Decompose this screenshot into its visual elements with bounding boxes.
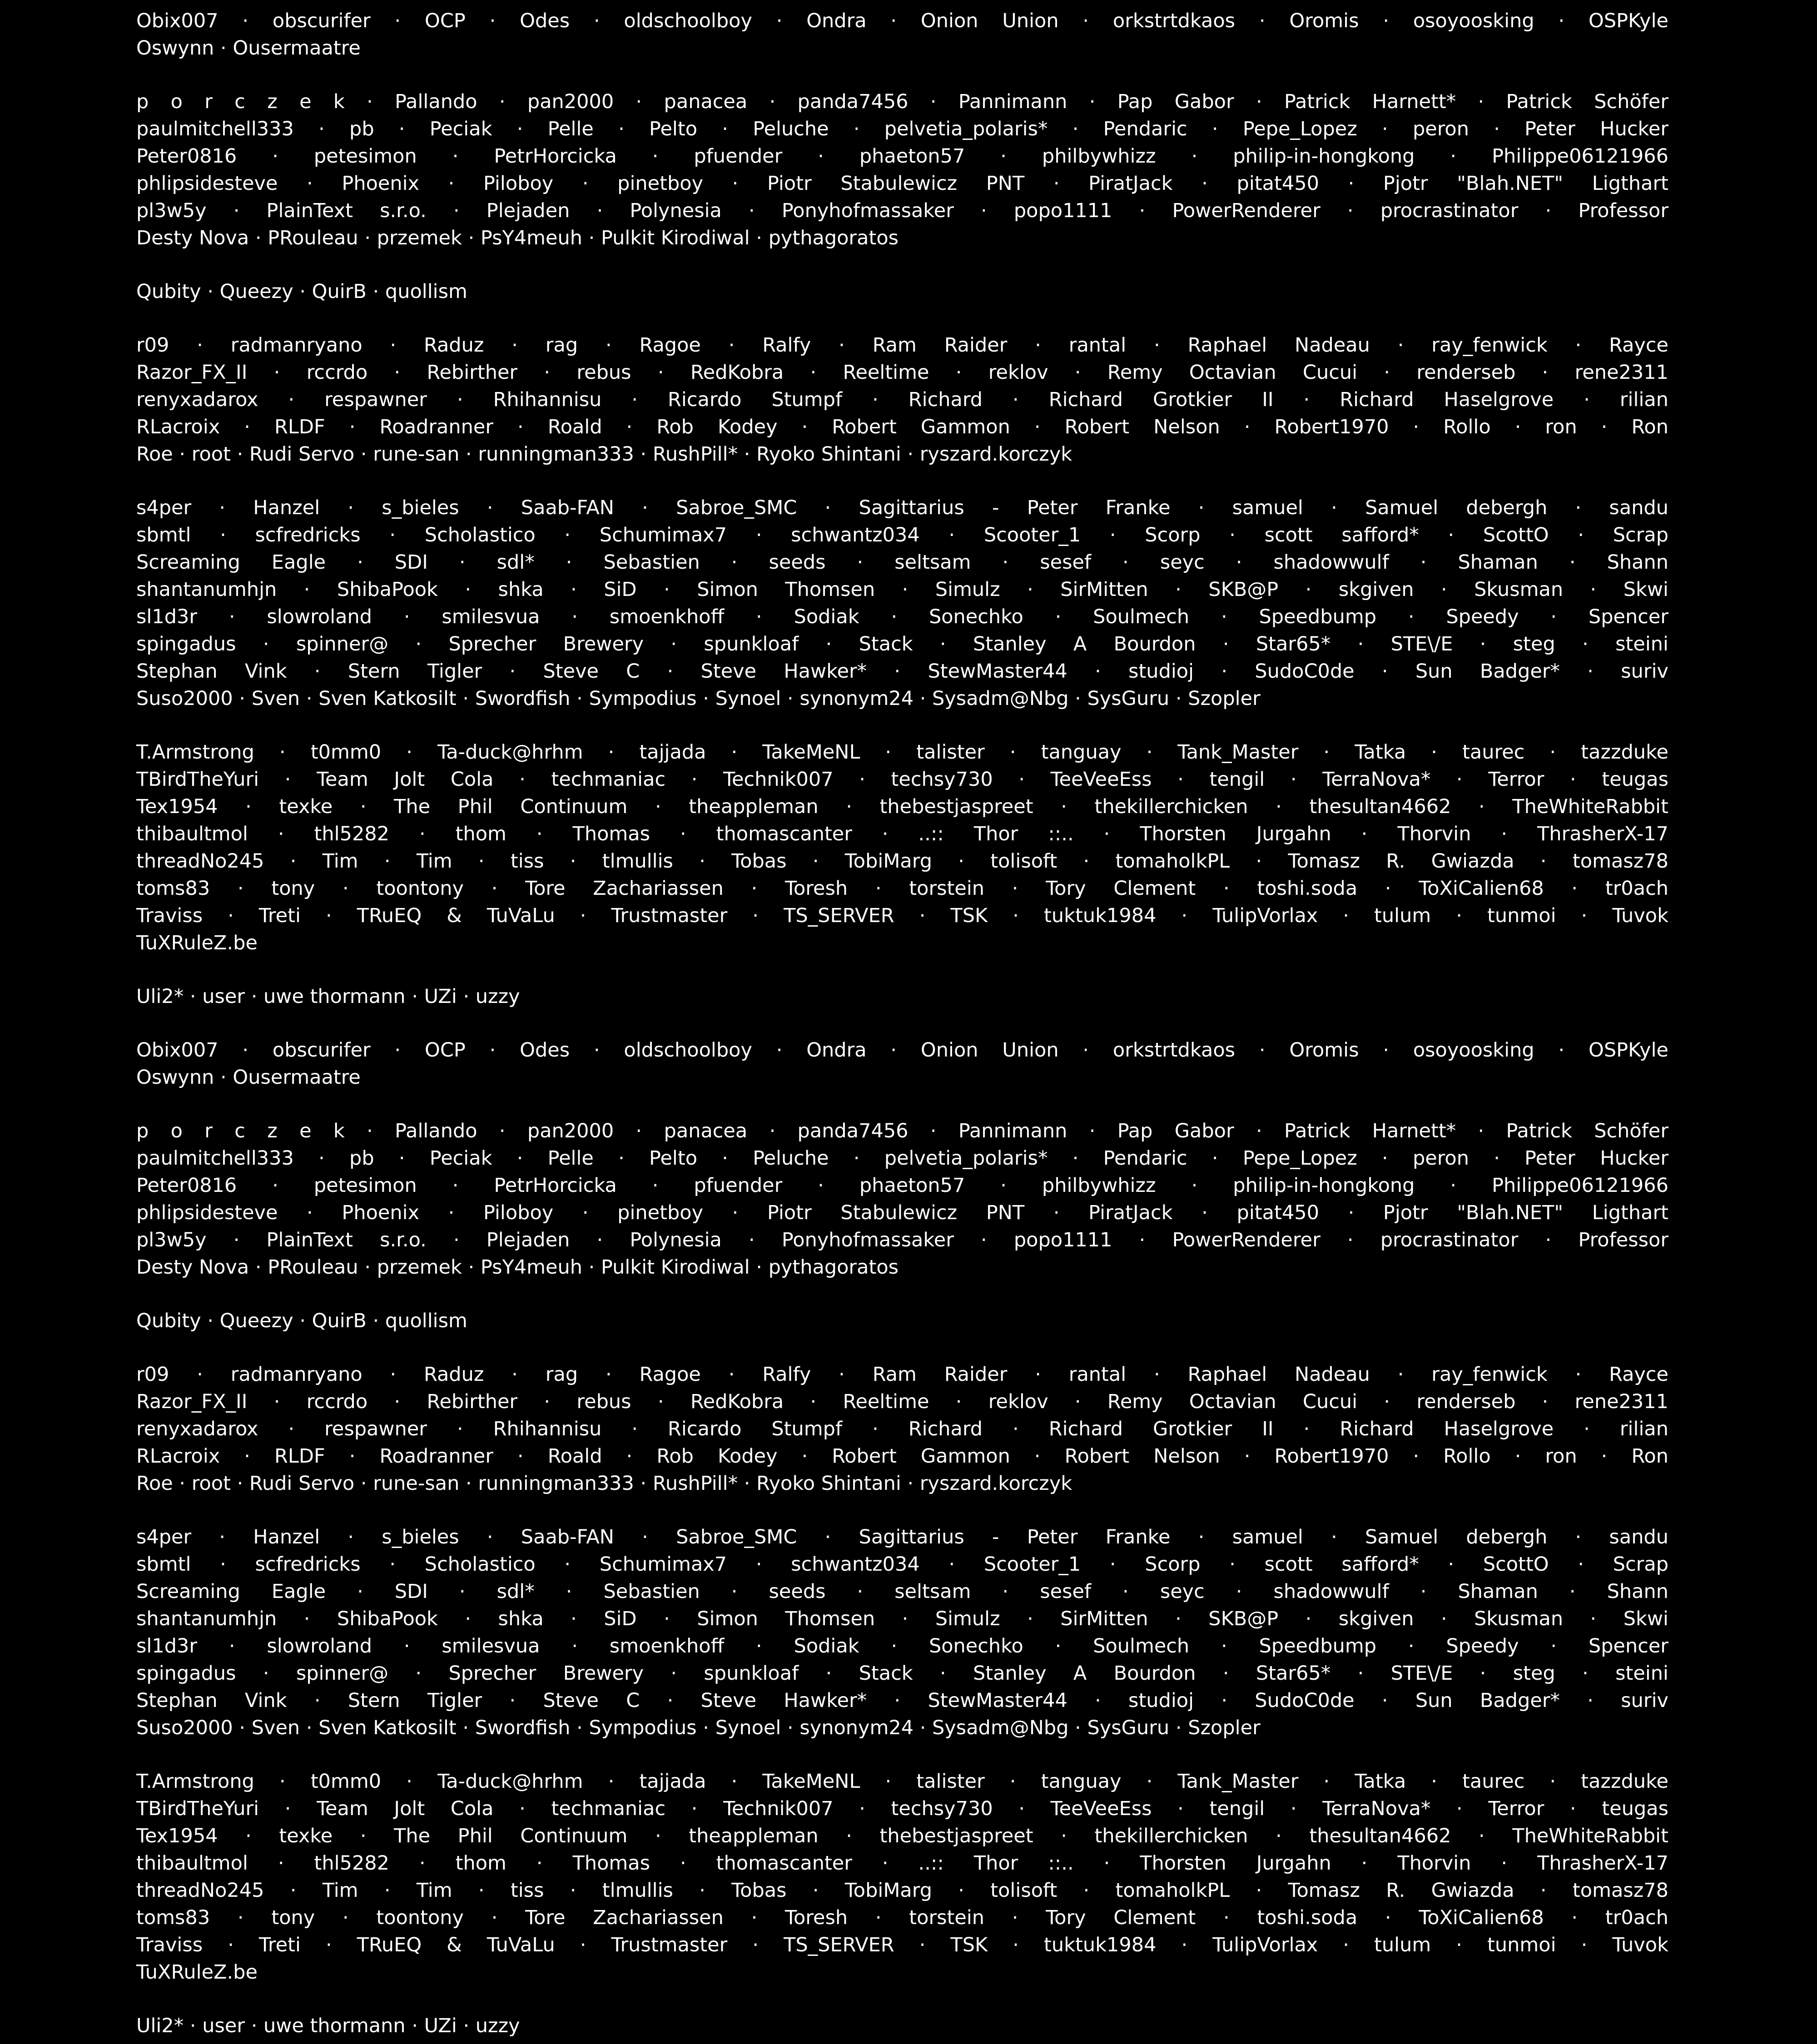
credits-line: p o r c z e k · Pallando · pan2000 · panacea · panda7456 · Pannimann · Pap Gabor · Patrick Harnett* · Patrick Schöfer [136, 1120, 1668, 1142]
credits-line: T.Armstrong · t0mm0 · Ta-duck@hrhm · tajjada · TakeMeNL · talister · tanguay · Tank_Master · Tatka · taurec · tazzduke [136, 741, 1668, 764]
credits-line: phlipsidesteve · Phoenix · Piloboy · pinetboy · Piotr Stabulewicz PNT · PiratJack · pitat450 · Pjotr "Blah.NET" Ligthart [136, 172, 1668, 195]
contributors-paragraph-s [136, 494, 1668, 712]
credits-line: Uli2* · user · uwe thormann · UZi · uzzy [136, 985, 520, 1008]
credits-line: sbmtl · scfredricks · Scholastico · Schumimax7 · schwantz034 · Scooter_1 · Scorp · scott safford* · ScottO · Scrap [136, 1553, 1668, 1576]
credits-line: TBirdTheYuri · Team Jolt Cola · techmaniac · Technik007 · techsy730 · TeeVeeEss · tengil · TerraNova* · Terror · teugas [136, 1797, 1668, 1820]
credits-line: Uli2* · user · uwe thormann · UZi · uzzy [136, 2014, 520, 2037]
credits-line: toms83 · tony · toontony · Tore Zachariassen · Toresh · torstein · Tory Clement · toshi.soda · ToXiCalien68 · tr0ach [136, 1906, 1668, 1929]
credits-line: s4per · Hanzel · s_bieles · Saab-FAN · Sabroe_SMC · Sagittarius - Peter Franke · samuel · Samuel debergh · sandu [136, 496, 1668, 519]
credits-line: spingadus · spinner@ · Sprecher Brewery · spunkloaf · Stack · Stanley A Bourdon · Star65* · STE\/E · steg · steini [136, 633, 1668, 655]
credits-line: Roe · root · Rudi Servo · rune-san · runningman333 · RushPill* · Ryoko Shintani · ryszard.korczyk [136, 1472, 1072, 1495]
credits-line: Qubity · Queezy · QuirB · quollism [136, 1310, 467, 1332]
credits-line: paulmitchell333 · pb · Peciak · Pelle · Pelto · Peluche · pelvetia_polaris* · Pendaric · Pepe_Lopez · peron · Peter Hucker [136, 1147, 1668, 1170]
credits-line: r09 · radmanryano · Raduz · rag · Ragoe · Ralfy · Ram Raider · rantal · Raphael Nadeau · ray_fenwick · Rayce [136, 334, 1668, 357]
credits-line: TuXRuleZ.be [136, 932, 258, 954]
credits-line: Razor_FX_II · rccrdo · Rebirther · rebus · RedKobra · Reeltime · reklov · Remy Octavian Cucui · renderseb · rene2311 [136, 1390, 1668, 1413]
credits-line: shantanumhjn · ShibaPook · shka · SiD · Simon Thomsen · Simulz · SirMitten · SKB@P · skgiven · Skusman · Skwi [136, 578, 1668, 601]
credits-line: pl3w5y · PlainText s.r.o. · Plejaden · Polynesia · Ponyhofmassaker · popo1111 · PowerRenderer · procrastinator · Professor [136, 199, 1668, 222]
credits-line: RLacroix · RLDF · Roadranner · Roald · Rob Kodey · Robert Gammon · Robert Nelson · Robert1970 · Rollo · ron · Ron [136, 1445, 1668, 1468]
credits-line: Oswynn · Ousermaatre [136, 1066, 361, 1089]
credits-line: toms83 · tony · toontony · Tore Zachariassen · Toresh · torstein · Tory Clement · toshi.soda · ToXiCalien68 · tr0ach [136, 877, 1668, 900]
credits-line: Obix007 · obscurifer · OCP · Odes · oldschoolboy · Ondra · Onion Union · orkstrtdkaos · Oromis · osoyoosking · OSPKyle [136, 10, 1668, 32]
contributors-paragraph-r [136, 1361, 1668, 1497]
credits-line: renyxadarox · respawner · Rhihannisu · Ricardo Stumpf · Richard · Richard Grotkier II · Richard Haselgrove · rilian [136, 388, 1668, 411]
credits-line: Tex1954 · texke · The Phil Continuum · theappleman · thebestjaspreet · thekillerchicken · thesultan4662 · TheWhiteRabbit [136, 795, 1668, 818]
credits-line: Oswynn · Ousermaatre [136, 37, 361, 60]
credits-line: p o r c z e k · Pallando · pan2000 · panacea · panda7456 · Pannimann · Pap Gabor · Patrick Harnett* · Patrick Schöfer [136, 90, 1668, 113]
credits-line: shantanumhjn · ShibaPook · shka · SiD · Simon Thomsen · Simulz · SirMitten · SKB@P · skgiven · Skusman · Skwi [136, 1607, 1668, 1630]
credits-line: Traviss · Treti · TRuEQ & TuVaLu · Trustmaster · TS_SERVER · TSK · tuktuk1984 · TulipVorlax · tulum · tunmoi · Tuvok [136, 1934, 1668, 1956]
credits-line: Tex1954 · texke · The Phil Continuum · theappleman · thebestjaspreet · thekillerchicken · thesultan4662 · TheWhiteRabbit [136, 1825, 1668, 1847]
credits-line: Stephan Vink · Stern Tigler · Steve C · Steve Hawker* · StewMaster44 · studioj · SudoC0de · Sun Badger* · suriv [136, 660, 1668, 683]
credits-line: threadNo245 · Tim · Tim · tiss · tlmullis · Tobas · TobiMarg · tolisoft · tomaholkPL · Tomasz R. Gwiazda · tomasz78 [136, 850, 1668, 873]
credits-line: Screaming Eagle · SDI · sdl* · Sebastien · seeds · seltsam · sesef · seyc · shadowwulf · Shaman · Shann [136, 551, 1668, 574]
credits-line: Qubity · Queezy · QuirB · quollism [136, 280, 467, 303]
credits-line: Razor_FX_II · rccrdo · Rebirther · rebus · RedKobra · Reeltime · reklov · Remy Octavian Cucui · renderseb · rene2311 [136, 361, 1668, 384]
credits-line: Desty Nova · PRouleau · przemek · PsY4meuh · Pulkit Kirodiwal · pythagoratos [136, 227, 899, 249]
credits-line: paulmitchell333 · pb · Peciak · Pelle · Pelto · Peluche · pelvetia_polaris* · Pendaric · Pepe_Lopez · peron · Peter Hucker [136, 118, 1668, 140]
contributors-paragraph-q [136, 278, 1668, 305]
credits-line: Obix007 · obscurifer · OCP · Odes · oldschoolboy · Ondra · Onion Union · orkstrtdkaos · Oromis · osoyoosking · OSPKyle [136, 1039, 1668, 1062]
credits-content [136, 7, 1668, 2039]
credits-line: threadNo245 · Tim · Tim · tiss · tlmullis · Tobas · TobiMarg · tolisoft · tomaholkPL · Tomasz R. Gwiazda · tomasz78 [136, 1879, 1668, 1902]
credits-block-2 [136, 1037, 1668, 2039]
credits-line: spingadus · spinner@ · Sprecher Brewery · spunkloaf · Stack · Stanley A Bourdon · Star65* · STE\/E · steg · steini [136, 1662, 1668, 1685]
credits-line: thibaultmol · thl5282 · thom · Thomas · thomascanter · ..:: Thor ::.. · Thorsten Jurgahn · Thorvin · ThrasherX-17 [136, 1852, 1668, 1875]
credits-line: TBirdTheYuri · Team Jolt Cola · techmaniac · Technik007 · techsy730 · TeeVeeEss · tengil · TerraNova* · Terror · teugas [136, 768, 1668, 791]
credits-line: Stephan Vink · Stern Tigler · Steve C · Steve Hawker* · StewMaster44 · studioj · SudoC0de · Sun Badger* · suriv [136, 1689, 1668, 1712]
credits-line: Screaming Eagle · SDI · sdl* · Sebastien · seeds · seltsam · sesef · seyc · shadowwulf · Shaman · Shann [136, 1580, 1668, 1603]
credits-line: RLacroix · RLDF · Roadranner · Roald · Rob Kodey · Robert Gammon · Robert Nelson · Robert1970 · Rollo · ron · Ron [136, 416, 1668, 438]
credits-line: TuXRuleZ.be [136, 1961, 258, 1984]
contributors-paragraph-t [136, 1768, 1668, 1986]
contributors-paragraph-r [136, 332, 1668, 468]
contributors-paragraph-t [136, 739, 1668, 957]
contributors-paragraph-u [136, 2012, 1668, 2039]
credits-line: Peter0816 · petesimon · PetrHorcicka · pfuender · phaeton57 · philbywhizz · philip-in-hongkong · Philippe06121966 [136, 1174, 1668, 1197]
credits-line: sl1d3r · slowroland · smilesvua · smoenkhoff · Sodiak · Sonechko · Soulmech · Speedbump · Speedy · Spencer [136, 605, 1668, 628]
credits-line: Suso2000 · Sven · Sven Katkosilt · Swordfish · Sympodius · Synoel · synonym24 · Sysadm@Nbg · SysGuru · Szopler [136, 1717, 1261, 1739]
contributors-paragraph-q [136, 1307, 1668, 1335]
credits-line: r09 · radmanryano · Raduz · rag · Ragoe · Ralfy · Ram Raider · rantal · Raphael Nadeau · ray_fenwick · Rayce [136, 1363, 1668, 1386]
credits-line: T.Armstrong · t0mm0 · Ta-duck@hrhm · tajjada · TakeMeNL · talister · tanguay · Tank_Master · Tatka · taurec · tazzduke [136, 1770, 1668, 1793]
credits-line: thibaultmol · thl5282 · thom · Thomas · thomascanter · ..:: Thor ::.. · Thorsten Jurgahn · Thorvin · ThrasherX-17 [136, 823, 1668, 845]
credits-line: Suso2000 · Sven · Sven Katkosilt · Swordfish · Sympodius · Synoel · synonym24 · Sysadm@Nbg · SysGuru · Szopler [136, 687, 1261, 710]
credits-line: sl1d3r · slowroland · smilesvua · smoenkhoff · Sodiak · Sonechko · Soulmech · Speedbump · Speedy · Spencer [136, 1635, 1668, 1657]
credits-line: Peter0816 · petesimon · PetrHorcicka · pfuender · phaeton57 · philbywhizz · philip-in-hongkong · Philippe06121966 [136, 145, 1668, 168]
contributors-paragraph-p [136, 1117, 1668, 1281]
contributors-paragraph-u [136, 983, 1668, 1010]
contributors-paragraph-o [136, 7, 1668, 62]
credits-line: Desty Nova · PRouleau · przemek · PsY4meuh · Pulkit Kirodiwal · pythagoratos [136, 1256, 899, 1279]
credits-line: Traviss · Treti · TRuEQ & TuVaLu · Trustmaster · TS_SERVER · TSK · tuktuk1984 · TulipVorlax · tulum · tunmoi · Tuvok [136, 904, 1668, 927]
contributors-paragraph-o [136, 1037, 1668, 1091]
contributors-paragraph-p [136, 88, 1668, 252]
credits-line: phlipsidesteve · Phoenix · Piloboy · pinetboy · Piotr Stabulewicz PNT · PiratJack · pitat450 · Pjotr "Blah.NET" Ligthart [136, 1201, 1668, 1224]
credits-line: sbmtl · scfredricks · Scholastico · Schumimax7 · schwantz034 · Scooter_1 · Scorp · scott safford* · ScottO · Scrap [136, 524, 1668, 546]
credits-block-1 [136, 7, 1668, 1010]
credits-line: pl3w5y · PlainText s.r.o. · Plejaden · Polynesia · Ponyhofmassaker · popo1111 · PowerRenderer · procrastinator · Professor [136, 1229, 1668, 1251]
contributors-paragraph-s [136, 1523, 1668, 1741]
credits-line: s4per · Hanzel · s_bieles · Saab-FAN · Sabroe_SMC · Sagittarius - Peter Franke · samuel · Samuel debergh · sandu [136, 1526, 1668, 1548]
credits-line: renyxadarox · respawner · Rhihannisu · Ricardo Stumpf · Richard · Richard Grotkier II · Richard Haselgrove · rilian [136, 1418, 1668, 1440]
credits-line: Roe · root · Rudi Servo · rune-san · runningman333 · RushPill* · Ryoko Shintani · ryszard.korczyk [136, 443, 1072, 466]
